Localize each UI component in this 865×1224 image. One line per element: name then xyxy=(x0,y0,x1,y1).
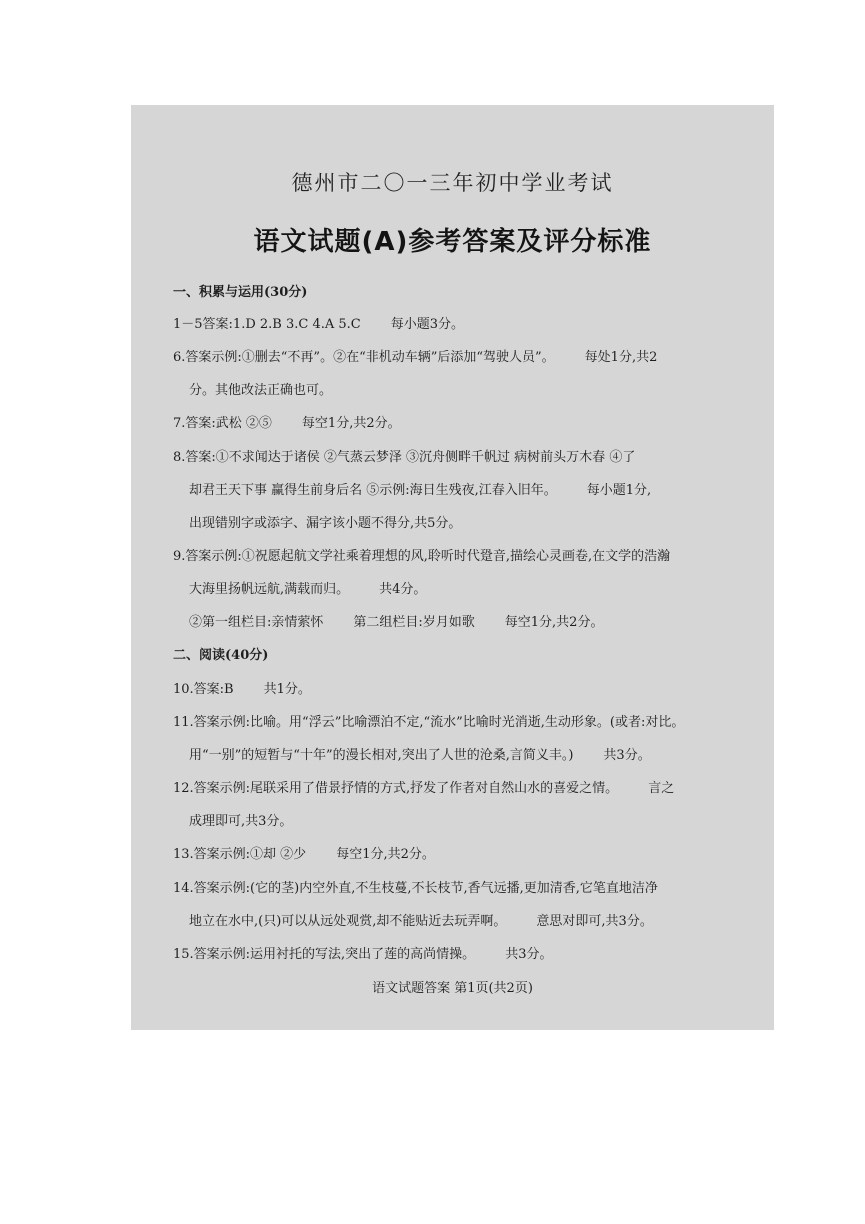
answer-q9: 9.答案示例:①祝愿起航文学社乘着理想的风,聆听时代跫音,描绘心灵画卷,在文学的浩瀚 xyxy=(173,549,671,564)
answer-q14: 14.答案示例:(它的茎)内空外直,不生枝蔓,不长枝节,香气远播,更加清香,它笔直地洁净 xyxy=(173,881,658,896)
answer-q9-cont: 大海里扬帆远航,满载而归。 共4分。 xyxy=(189,582,427,597)
answer-q12-cont: 成理即可,共3分。 xyxy=(189,814,293,829)
answer-q10: 10.答案:B 共1分。 xyxy=(173,682,311,697)
answer-q12: 12.答案示例:尾联采用了借景抒情的方式,抒发了作者对自然山水的喜爱之情。 言之 xyxy=(173,781,675,796)
answer-q1-5: 1－5答案:1.D 2.B 3.C 4.A 5.C 每小题3分。 xyxy=(173,317,465,332)
answer-q15: 15.答案示例:运用衬托的写法,突出了莲的高尚情操。 共3分。 xyxy=(173,947,553,962)
answer-q8: 8.答案:①不求闻达于诸侯 ②气蒸云梦泽 ③沉舟侧畔千帆过 病树前头万木春 ④了 xyxy=(173,450,636,465)
section-heading-reading: 二、阅读(40分) xyxy=(173,648,269,663)
exam-header: 德州市二〇一三年初中学业考试 xyxy=(291,171,614,195)
answer-q8-cont2: 出现错别字或添字、漏字该小题不得分,共5分。 xyxy=(189,516,462,531)
page-title: 语文试题(A)参考答案及评分标准 xyxy=(253,227,652,257)
answer-q11: 11.答案示例:比喻。用“浮云”比喻漂泊不定,“流水”比喻时光消逝,生动形象。(或者:对比。 xyxy=(173,715,685,730)
answer-q14-cont: 地立在水中,(只)可以从远处观赏,却不能贴近去玩弄啊。 意思对即可,共3分。 xyxy=(189,914,653,929)
answer-q7: 7.答案:武松 ②⑤ 每空1分,共2分。 xyxy=(173,416,401,431)
page-footer: 语文试题答案 第1页(共2页) xyxy=(372,981,533,996)
section-heading-accumulation: 一、积累与运用(30分) xyxy=(173,285,308,300)
answer-q11-cont: 用“一别”的短暂与“十年”的漫长相对,突出了人世的沧桑,言简义丰。) 共3分。 xyxy=(189,748,651,763)
answer-q6: 6.答案示例:①删去“不再”。②在“非机动车辆”后添加“驾驶人员”。 每处1分,共2 xyxy=(173,350,658,365)
answer-q6-cont: 分。其他改法正确也可。 xyxy=(189,383,333,398)
answer-q13: 13.答案示例:①却 ②少 每空1分,共2分。 xyxy=(173,847,435,862)
answer-q8-cont: 却君王天下事 赢得生前身后名 ⑤示例:海日生残夜,江春入旧年。 每小题1分, xyxy=(189,483,652,498)
scanned-answer-sheet xyxy=(131,105,774,1030)
answer-q9-part2: ②第一组栏目:亲情萦怀 第二组栏目:岁月如歌 每空1分,共2分。 xyxy=(189,615,604,630)
